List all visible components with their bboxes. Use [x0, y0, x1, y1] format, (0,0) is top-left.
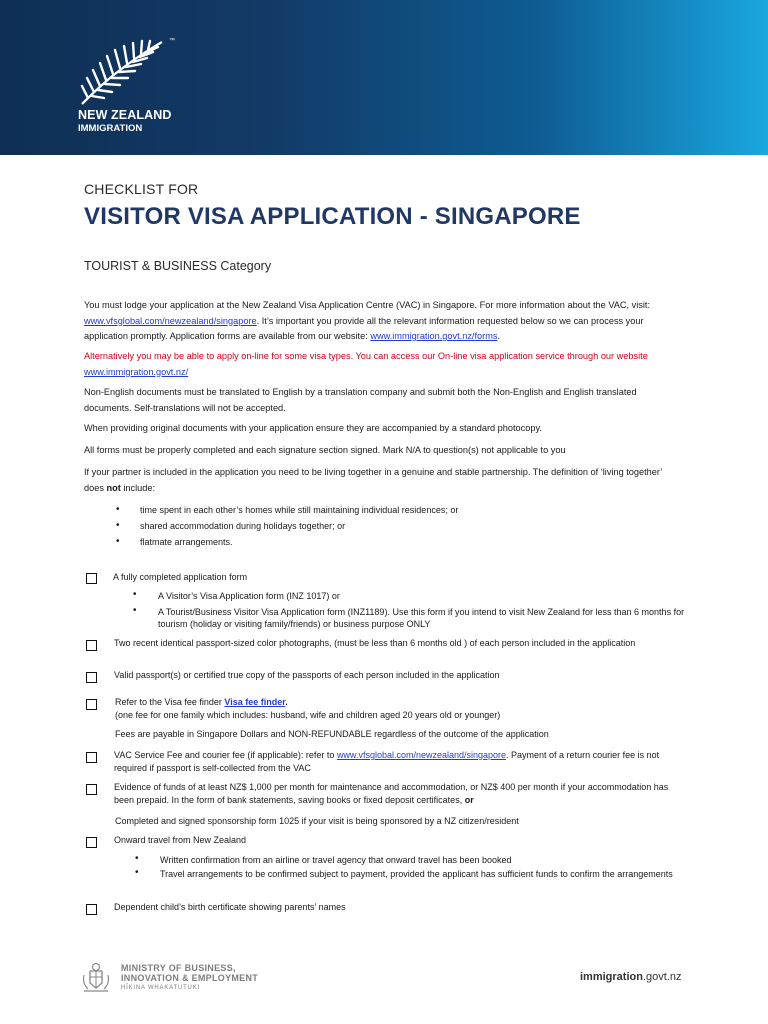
- page-title: VISITOR VISA APPLICATION - SINGAPORE: [84, 203, 581, 230]
- intro-paragraph-online: [84, 349, 684, 380]
- logo-text-new-zealand: NEW ZEALAND: [78, 108, 172, 122]
- bullet-icon: •: [133, 604, 137, 616]
- checklist-item-label: [114, 749, 674, 774]
- ministry-logo-text: [121, 963, 258, 993]
- silver-fern-icon: [78, 38, 170, 106]
- partner-text-bold: not: [106, 482, 121, 493]
- checkbox[interactable]: [86, 672, 97, 683]
- intro-paragraph-partner: [84, 465, 684, 496]
- immigration-forms-link[interactable]: www.immigration.govt.nz/forms: [370, 331, 498, 341]
- partner-text: If your partner is included in the application you need to be living together in a genuine and stable partnership. The definition of ‘living together’ does: [84, 467, 663, 493]
- sub-bullet-text: Written confirmation from an airline or travel agency that onward travel has been booked: [160, 855, 512, 865]
- sub-bullet-text: Travel arrangements to be confirmed subject to payment, provided the applicant has sufficient funds to confirm the arrangements: [160, 868, 673, 879]
- checklist-item-label: Dependent child’s birth certificate showing parents’ names: [114, 902, 346, 912]
- visa-fee-text: (one fee for one family which includes: husband, wife and children aged 20 years old or younger): [115, 709, 501, 720]
- bullet-icon: •: [116, 536, 120, 547]
- footer-site-rest: .govt.nz: [642, 971, 682, 983]
- intro-text: You must lodge your application at the New Zealand Visa Application Centre (VAC) in Singapore. For more information about the VAC, visit:: [84, 300, 651, 310]
- list-item: [116, 534, 458, 550]
- immigration-website-link[interactable]: www.immigration.govt.nz/: [84, 366, 189, 377]
- intro-paragraph-forms: All forms must be properly completed and each signature section signed. Mark N/A to question(s) not applicable to you: [84, 445, 566, 455]
- bullet-icon: •: [116, 504, 120, 515]
- header-banner: [0, 0, 768, 155]
- onward-travel-details: [135, 854, 695, 880]
- online-text: Alternatively you may be able to apply on-line for some visa types. You can access our On-line visa application service through our website: [84, 351, 648, 361]
- list-item: [116, 518, 458, 534]
- visa-fee-text: .: [285, 697, 288, 707]
- list-item: [116, 502, 458, 518]
- checklist-item-label: Two recent identical passport-sized color photographs, (must be less than 6 months old ) of each person included in the application: [114, 638, 636, 648]
- bullet-text: shared accommodation during holidays together; or: [140, 521, 346, 531]
- sponsorship-note: Completed and signed sponsorship form 1025 if your visit is being sponsored by a NZ citizen/resident: [115, 816, 519, 826]
- funds-text: Evidence of funds of at least NZ$ 1,000 per month for maintenance and accommodation, or NZ$ 400 per month if your accommodation has been prepaid. In the form of bank statements, saving books or fixed deposit certificates,: [114, 782, 669, 805]
- list-item: [133, 606, 693, 631]
- vac-fee-text: VAC Service Fee and courier fee (if applicable): refer to: [114, 750, 337, 760]
- checkbox[interactable]: [86, 573, 97, 584]
- checkbox[interactable]: [86, 752, 97, 763]
- bullet-icon: •: [135, 853, 139, 864]
- living-together-bullets: [116, 502, 458, 550]
- intro-text: . It’s important you provide all the relevant information requested below so we can process your application promptly. Application forms are available from our website:: [84, 315, 644, 341]
- checklist-item-label: Valid passport(s) or certified true copy of the passports of each person included in the application: [114, 670, 500, 680]
- sub-bullet-text: A Visitor’s Visa Application form (INZ 1017) or: [158, 591, 340, 601]
- checkbox[interactable]: [86, 784, 97, 795]
- ministry-line: INNOVATION & EMPLOYMENT: [121, 973, 259, 983]
- bullet-text: time spent in each other’s homes while still maintaining individual residences; or: [140, 505, 459, 515]
- intro-paragraph-translation: Non-English documents must be translated to English by a translation company and submit both the Non-English and English translated documents. Self-translations will not be accepted.: [84, 387, 637, 413]
- list-item: [135, 868, 695, 881]
- bullet-icon: •: [133, 589, 137, 600]
- checkbox[interactable]: [86, 904, 97, 915]
- checklist-item-label: A fully completed application form: [113, 572, 248, 582]
- checkbox[interactable]: [86, 837, 97, 848]
- intro-paragraph-originals: When providing original documents with your application ensure they are accompanied by a standard photocopy.: [84, 423, 542, 433]
- fees-note: Fees are payable in Singapore Dollars and NON-REFUNDABLE regardless of the outcome of the application: [115, 729, 549, 739]
- vfs-global-link[interactable]: www.vfsglobal.com/newzealand/singapore: [336, 750, 507, 760]
- nz-coat-of-arms-icon: [80, 961, 112, 993]
- bullet-text: flatmate arrangements.: [140, 537, 233, 547]
- checklist-item-label: [115, 696, 675, 721]
- partner-text: include:: [120, 482, 156, 493]
- funds-text-bold: or: [464, 794, 474, 805]
- list-item: [135, 854, 695, 867]
- category-subtitle: TOURIST & BUSINESS Category: [84, 259, 272, 273]
- checkbox[interactable]: [86, 640, 97, 651]
- vfs-global-link[interactable]: www.vfsglobal.com/newzealand/singapore: [84, 315, 257, 326]
- checklist-item-label: Onward travel from New Zealand: [114, 835, 247, 845]
- footer-website: [580, 971, 681, 983]
- application-form-options: [133, 590, 693, 631]
- visa-fee-text: Refer to the Visa fee finder: [115, 697, 225, 707]
- checklist-item-label: [114, 781, 674, 806]
- footer-site-bold: immigration: [580, 971, 643, 983]
- sub-bullet-text: A Tourist/Business Visitor Visa Application form (INZ1189). Use this form if you intend to visit New Zealand for less than 6 months for tourism (holiday or visiting family/friends) or business purpose ONLY: [158, 606, 685, 629]
- intro-text: .: [497, 331, 501, 341]
- checklist-for-label: CHECKLIST FOR: [84, 181, 199, 197]
- list-item: [133, 590, 693, 603]
- bullet-icon: •: [116, 520, 120, 531]
- checkbox[interactable]: [86, 699, 97, 710]
- visa-fee-finder-link[interactable]: Visa fee finder: [224, 697, 286, 707]
- vac-fee-text: . Payment of a return courier fee is not required if passport is self-collected from the VAC: [114, 750, 660, 773]
- logo-text-immigration: IMMIGRATION: [78, 123, 143, 134]
- bullet-icon: •: [135, 866, 139, 878]
- trademark-symbol: ™: [169, 38, 175, 44]
- intro-paragraph-lodge: [84, 298, 684, 345]
- ministry-line: MINISTRY OF BUSINESS,: [121, 963, 236, 973]
- ministry-maori-name: HĪKINA WHAKATUTUKI: [121, 985, 200, 991]
- nz-immigration-logo: [78, 38, 178, 138]
